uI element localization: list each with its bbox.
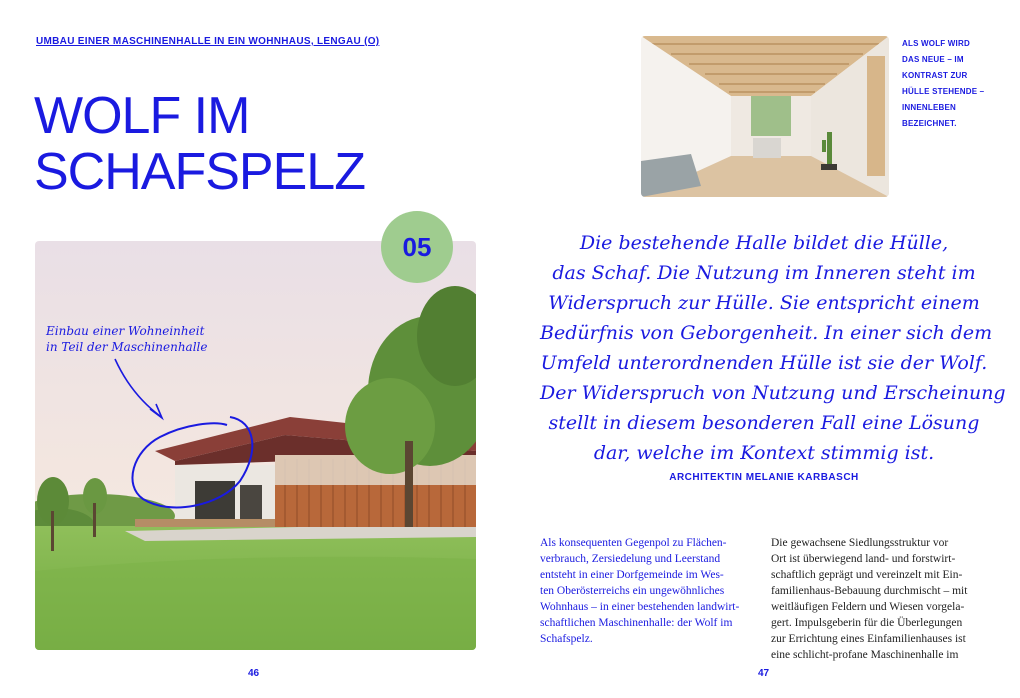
- column1-line-2: verbrauch, Zersiedelung und Leerstand: [540, 553, 721, 565]
- photo-caption: [902, 36, 992, 132]
- article-kicker: UMBAU EINER MASCHINENHALLE IN EIN WOHNHAUS, LENGAU (O): [36, 36, 380, 47]
- body-column-2: [771, 535, 987, 663]
- caption-line-2: DAS NEUE – IM: [902, 55, 964, 64]
- column2-line-3: schaftlich geprägt und vereinzelt mit Ein-: [771, 569, 963, 581]
- quote-line-8: dar, welche im Kontext stimmig ist.: [593, 442, 935, 464]
- column2-line-4: familienhaus-Bebauung durchmischt – mit: [771, 585, 968, 597]
- caption-line-3: KONTRAST ZUR: [902, 71, 968, 80]
- quote-line-6: Der Widerspruch von Nutzung und Erscheinung: [540, 382, 1006, 404]
- quote-line-5: Umfeld unterordnenden Hülle ist sie der Wolf.: [540, 352, 988, 374]
- column2-line-1: Die gewachsene Siedlungsstruktur vor: [771, 537, 949, 549]
- title-line-1: WOLF IM: [34, 87, 250, 145]
- article-number-badge: 05: [381, 211, 453, 283]
- column1-line-3: entsteht in einer Dorfgemeinde im Wes-: [540, 569, 724, 581]
- annotation-line-2: in Teil der Maschinenhalle: [46, 340, 208, 354]
- caption-line-1: ALS WOLF WIRD: [902, 39, 970, 48]
- quote-line-2: das Schaf. Die Nutzung im Inneren steht im: [552, 262, 976, 284]
- title-line-2: SCHAFSPELZ: [34, 143, 365, 201]
- exterior-photo: [35, 241, 476, 650]
- column2-line-7: zur Errichtung eines Einfamilienhauses ist: [771, 633, 966, 645]
- column1-line-6: schaftlichen Maschinenhalle: der Wolf im: [540, 617, 733, 629]
- column1-line-7: Schafspelz.: [540, 633, 593, 645]
- caption-line-5: INNENLEBEN: [902, 103, 957, 112]
- quote-line-7: stellt in diesem besonderen Fall eine Lösung: [548, 412, 980, 434]
- page-number-left: 46: [248, 668, 260, 679]
- quote-line-4: Bedürfnis von Geborgenheit. In einer sich dem: [540, 322, 993, 344]
- column1-line-1: Als konsequenten Gegenpol zu Flächen-: [540, 537, 727, 549]
- page-number-right: 47: [758, 668, 770, 679]
- quote-line-1: Die bestehende Halle bildet die Hülle,: [579, 232, 949, 254]
- interior-photo: [641, 36, 889, 197]
- body-column-1: [540, 535, 756, 647]
- column2-line-8: eine schlicht-profane Maschinenhalle im: [771, 649, 959, 661]
- column2-line-2: Ort ist überwiegend land- und forstwirt-: [771, 553, 956, 565]
- caption-line-4: HÜLLE STEHENDE –: [902, 87, 985, 96]
- column1-line-5: Wohnhaus – in einer bestehenden landwirt-: [540, 601, 740, 613]
- photo-annotation: [46, 323, 216, 355]
- quote-line-3: Widerspruch zur Hülle. Sie entspricht einem: [548, 292, 980, 314]
- article-title: [34, 88, 365, 200]
- annotation-line-1: Einbau einer Wohneinheit: [46, 324, 205, 338]
- column1-line-4: ten Oberösterreichs ein ungewöhnliches: [540, 585, 725, 597]
- quote-author: ARCHITEKTIN MELANIE KARBASCH: [669, 472, 859, 483]
- column2-line-5: weitläufigen Feldern und Wiesen vorgela-: [771, 601, 965, 613]
- pull-quote: [540, 228, 1006, 468]
- column2-line-6: gert. Impulsgeberin für die Überlegungen: [771, 617, 963, 629]
- caption-line-6: BEZEICHNET.: [902, 119, 957, 128]
